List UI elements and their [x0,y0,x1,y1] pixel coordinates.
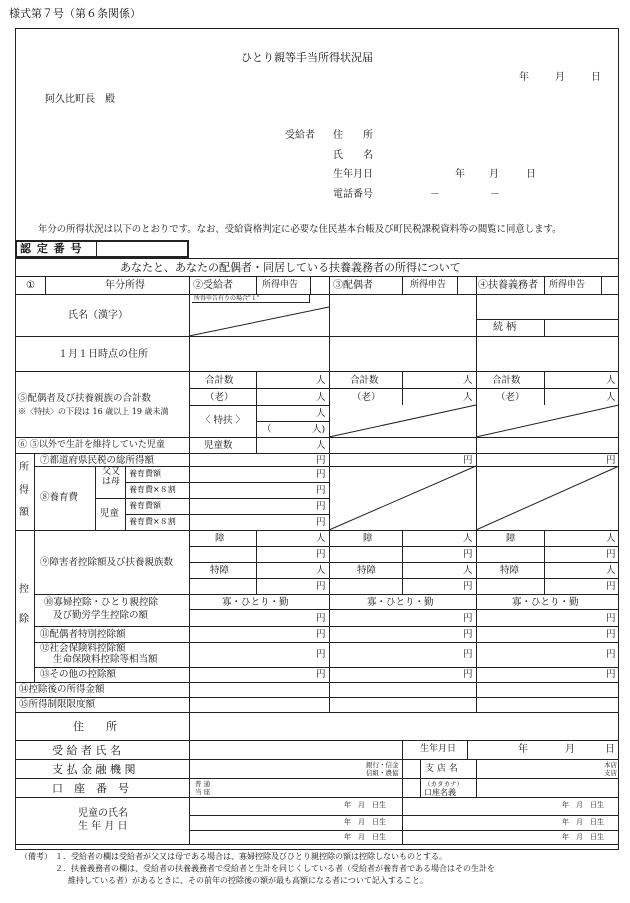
row-disabled: ⑨障害者控除額及び扶養親族数 [40,557,174,568]
col-recipient: ②受給者 [193,280,233,291]
note-3: 維持している者）があるときに、その前年の控除後の額が最も高額になる者について記入すること。 [68,876,428,885]
recipient-phone-label: 電話番号 [333,189,373,200]
row-spouse-special: ⑪配偶者特別控除額 [40,629,126,640]
note-2: ２．扶養義務者の欄は、受給者の扶養義務者で受給者と生計を同じくしている者（受給者が養育者である場合はその生計を [55,864,495,873]
total-count-3: 合計数 [350,375,379,386]
bottom-recipient-name: 受 給 者 氏 名 [52,744,121,757]
bottom-account: 口 座 番 号 [52,782,129,795]
col-declaration-3: 所得申告 [549,280,586,290]
birth-year: 年 [455,169,465,180]
row-dep-total: ⑤配偶者及び扶養親族の合計数 [18,393,152,404]
date-year: 年 [519,72,529,83]
row-children: ⑥ ⑤以外で生計を維持していた児童 [18,440,165,450]
addressee: 阿久比町長 殿 [45,94,115,105]
row-childsupport: ⑧養育費 [40,492,79,503]
date-day: 日 [591,72,601,83]
bottom-address: 住 所 [73,720,117,733]
phone-sep-1: － [430,189,440,200]
row-after: ⑭控除後の所得金額 [19,684,105,695]
birth-day: 日 [526,169,536,180]
birth-month: 月 [489,169,499,180]
elderly-4: （老） [496,392,525,403]
phone-sep-2: － [490,189,500,200]
child-label: 児童 [100,508,120,519]
row-dep-note: ※〈特扶〉の下段は 16 歳以上 19 歳未満 [18,407,169,416]
col-num: ① [26,280,35,291]
row-relation: 続 柄 [493,322,517,333]
col-declaration-1: 所得申告 [262,280,299,290]
recipient-address-label: 住 所 [333,130,373,141]
declaration-note: 所得申告有りの場合"１" [194,295,260,302]
date-month: 月 [555,72,565,83]
elderly-2: （老） [205,392,234,403]
child-birth-label: 生 年 月 日 [78,821,128,832]
row-pref-tax: ⑦都道府県民税の総所得額 [40,455,155,466]
elderly-3: （老） [352,392,381,403]
col-declaration-2: 所得申告 [410,280,447,290]
row-insurance: ⑫社会保険料控除額 [40,643,126,654]
form-id: 様式第７号（第６条関係） [9,7,141,20]
row-name-kanji: 氏名（漢字） [68,310,128,321]
section-header: あなたと、あなたの配偶者・同居している扶養義務者の所得について [120,261,461,274]
child-count: 児童数 [204,440,233,451]
col-spouse: ③配偶者 [333,280,373,291]
row-other: ⑬その他の控除額 [40,669,117,680]
consent-text: 年分の所得状況は以下のとおりです。なお、受給資格判定に必要な住民基本台帳及び町民税課税資料等の閲覧に同意します。 [38,224,562,235]
col-year-income: 年分所得 [105,280,145,291]
recipient-label: 受給者 [285,130,315,141]
total-count-4: 合計数 [492,375,521,386]
recipient-birth-label: 生年月日 [333,169,373,180]
bottom-bank: 支 払 金 融 機 関 [52,763,136,776]
total-count-2: 合計数 [205,375,234,386]
row-widow: ⑩寡婦控除・ひとり親控除 [44,597,159,608]
cert-number-label: 認 定 番 号 [20,242,83,255]
row-limit: ⑮所得制限限度額 [19,699,96,710]
col-dependent: ④扶養義務者 [478,280,538,291]
row-address-jan1: １月１日時点の住所 [58,349,148,360]
child-name-label: 児童の氏名 [78,808,128,819]
recipient-name-label: 氏 名 [333,150,373,161]
notes-label: （備考） [20,852,52,861]
note-1: １．受給者の欄は受給者が父又は母である場合は、寡婦控除及びひとり親控除の額は控除しないものとする。 [55,852,447,861]
parent-label: 父又は母 [101,467,120,487]
special-label: 〈 特扶 〉 [201,415,246,426]
page-title: ひとり親等手当所得状況届 [241,51,373,64]
